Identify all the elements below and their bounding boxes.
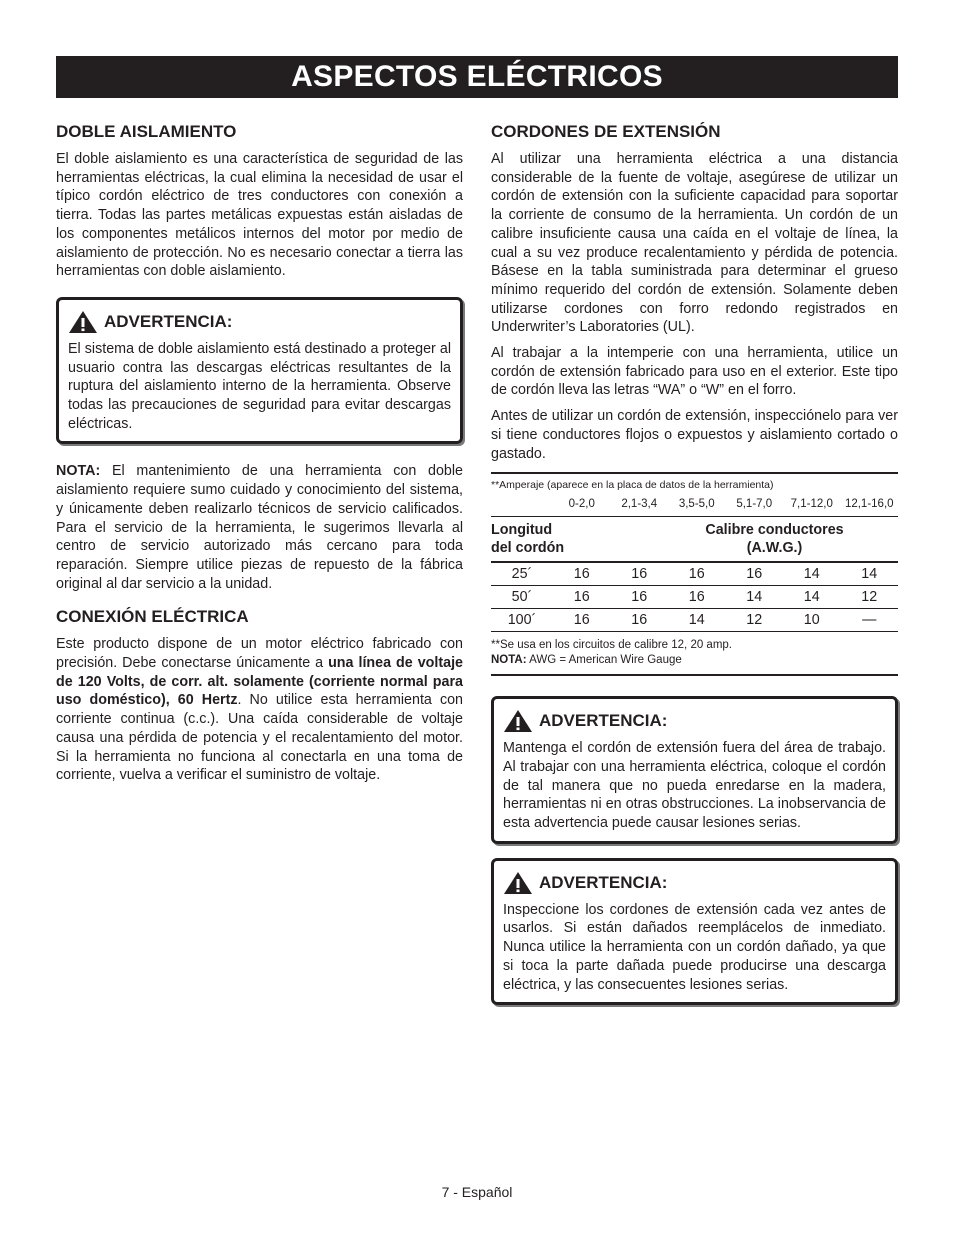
paragraph-cordones-3: Antes de utilizar un cordón de extensión, inspecciónelo para ver si tiene conductores flojos o expuestos y aislamiento cortado o gastado. xyxy=(491,408,898,462)
table-amperage-ranges xyxy=(491,492,898,517)
warning-text: El sistema de doble aislamiento está destinado a proteger al usuario contra las descargas eléctricas resultantes de la ruptura del aislamiento interno de la herramienta. Observe todas las precauciones de seguridad para evitar descargas eléctricas. xyxy=(68,340,451,432)
header-left-line-2: del cordón xyxy=(491,540,565,557)
heading-cordones-extension: CORDONES DE EXTENSIÓN xyxy=(491,122,721,141)
paragraph-conexion-electrica xyxy=(56,635,463,785)
table-cell: 16 xyxy=(688,566,705,583)
heading-conexion-electrica: CONEXIÓN ELÉCTRICA xyxy=(56,607,249,627)
table-cell: 16 xyxy=(631,612,648,629)
warning-box-1 xyxy=(56,297,463,445)
range-cell: 12,1-16,0 xyxy=(844,498,894,511)
table-footnote-circuit: **Se usa en los circuitos de calibre 12, 20 amp. xyxy=(491,639,732,652)
table-cell: 16 xyxy=(573,612,590,629)
table-row xyxy=(491,586,898,609)
table-row xyxy=(491,563,898,586)
page-footer: 7 - Español xyxy=(441,1184,513,1200)
section-cordones-extension xyxy=(491,120,898,463)
table-cell: 12 xyxy=(746,612,763,629)
range-cell: 2,1-3,4 xyxy=(621,498,658,511)
warning-triangle-icon xyxy=(68,310,98,334)
header-right-line-1: Calibre conductores xyxy=(705,522,844,539)
paragraph-cordones-1: Al utilizar una herramienta eléctrica a una distancia considerable de la fuente de voltaje, asegúrese de utilizar un cordón de extensión con la suficiente capacidad para soportar la corriente de consumo de la herramienta. Un cordón de un calibre insuficiente causa una caída en el voltaje de línea, la cual a su vez produce recalentamiento y pérdida de potencia. Básese en la tabla suministrada para determinar el grueso mínimo requerido del cordón de extensión. Solamente deben utilizarse cordones con forro redondo registrados en Underwriter’s Laboratories (UL). xyxy=(491,151,898,336)
table-cell: 14 xyxy=(861,566,878,583)
header-gauge xyxy=(611,521,898,557)
warning-title: ADVERTENCIA: xyxy=(539,711,668,731)
table-cell: 10 xyxy=(803,612,820,629)
table-footnote-awg xyxy=(491,653,898,668)
warning-box-2 xyxy=(491,696,898,844)
right-column xyxy=(491,120,898,1005)
header-right-line-2: (A.W.G.) xyxy=(746,540,803,557)
warning-header xyxy=(503,871,886,895)
range-cell: 5,1-7,0 xyxy=(736,498,773,511)
table-cell: 12 xyxy=(861,589,878,606)
table-cell: 16 xyxy=(746,566,763,583)
left-column xyxy=(56,120,463,798)
table-cell: 14 xyxy=(803,566,820,583)
header-left-line-1: Longitud xyxy=(491,522,553,539)
heading-doble-aislamiento: DOBLE AISLAMIENTO xyxy=(56,122,237,141)
table-cell: 14 xyxy=(746,589,763,606)
warning-text: Mantenga el cordón de extensión fuera del área de trabajo. Al trabajar con una herramienta eléctrica, coloque el cordón de tal manera que no pueda enredarse en la madera, herramientas ni en otras obstrucciones. La inobservancia de esta advertencia puede causar lesiones serias. xyxy=(503,740,886,832)
range-cell: 7,1-12,0 xyxy=(790,498,833,511)
nota-text: El mantenimiento de una herramienta con doble aislamiento requiere sumo cuidado y conocimiento del sistema, y únicamente deben realizarlo técnicos de servicio calificados. Para el servicio de la herramienta, le sugerimos llevarla al centro de servicio autorizado más cercano para toda reparación. Siempre utilice piezas de repuesto de la fábrica original al dar servicio a la unidad. xyxy=(56,463,463,592)
paragraph-cordones-2: Al trabajar a la intemperie con una herramienta, utilice un cordón de extensión fabricado para uso en el exterior. Este tipo de cordón lleva las letras “WA” o “W” en el forro. xyxy=(491,345,898,399)
warning-header xyxy=(503,709,886,733)
row-length: 100´ xyxy=(507,612,537,629)
table-row xyxy=(491,609,898,632)
warning-box-3 xyxy=(491,858,898,1006)
table-footnotes xyxy=(491,632,898,674)
warning-title: ADVERTENCIA: xyxy=(539,872,668,892)
table-cell: 14 xyxy=(688,612,705,629)
footnote-nota-label: NOTA: xyxy=(491,654,527,667)
range-cell: 3,5-5,0 xyxy=(678,498,715,511)
conexion-text-b: . No utilice esta herramienta con corriente continua (c.c.). Una caída considerable de voltaje causa una pérdida de potencia y el recalentamiento del motor. Si la herramienta no funciona al conectarla en una toma de corriente, vuelva a verificar el suministro de voltaje. xyxy=(56,692,463,784)
table-cell: 16 xyxy=(688,589,705,606)
table-header xyxy=(491,517,898,563)
conexion-text-bold: una línea de voltaje de 120 Volts, de corr. alt. solamente (corriente normal para uso doméstico), 60 Hertz xyxy=(56,655,463,709)
warning-title: ADVERTENCIA: xyxy=(104,311,233,331)
table-cell: 14 xyxy=(803,589,820,606)
section-conexion-electrica xyxy=(56,605,463,785)
extension-cord-table xyxy=(491,472,898,676)
warning-header xyxy=(68,310,451,334)
table-amperage-note: **Amperaje (aparece en la placa de datos de la herramienta) xyxy=(491,479,774,492)
row-length: 50´ xyxy=(511,589,533,606)
warning-text: Inspeccione los cordones de extensión cada vez antes de usarlos. Si están dañados reemplácelos de inmediato. Nunca utilice la herramienta con un cordón dañado, ya que si toca la parte dañada puede producirse una descarga eléctrica, y las consecuentes lesiones serias. xyxy=(503,901,886,993)
nota-label: NOTA: xyxy=(56,463,101,480)
section-doble-aislamiento xyxy=(56,120,463,281)
paragraph-doble-aislamiento: El doble aislamiento es una característica de seguridad de las herramientas eléctricas, la cual elimina la necesidad de usar el típico cordón eléctrico de tres conductores con conexión a tierra. Todas las partes metálicas expuestas están aisladas de los componentes metálicos internos del motor por medio de aislamiento de protección. No es necesario conectar a tierra las herramientas con doble aislamiento. xyxy=(56,151,463,280)
header-cord-length xyxy=(491,521,611,557)
table-cell: 16 xyxy=(573,589,590,606)
paragraph-nota xyxy=(56,462,463,593)
row-length: 25´ xyxy=(511,566,533,583)
table-cell: 16 xyxy=(631,589,648,606)
footnote-awg-text: AWG = American Wire Gauge xyxy=(526,654,682,667)
range-cell: 0-2,0 xyxy=(568,498,595,511)
page-title: ASPECTOS ELÉCTRICOS xyxy=(56,56,898,98)
conexion-text-a: Este producto dispone de un motor eléctrico fabricado con precisión. Debe conectarse únicamente a xyxy=(56,636,463,672)
warning-triangle-icon xyxy=(503,709,533,733)
table-cell: 16 xyxy=(631,566,648,583)
table-cell: 16 xyxy=(573,566,590,583)
warning-triangle-icon xyxy=(503,871,533,895)
table-cell: — xyxy=(862,612,877,629)
